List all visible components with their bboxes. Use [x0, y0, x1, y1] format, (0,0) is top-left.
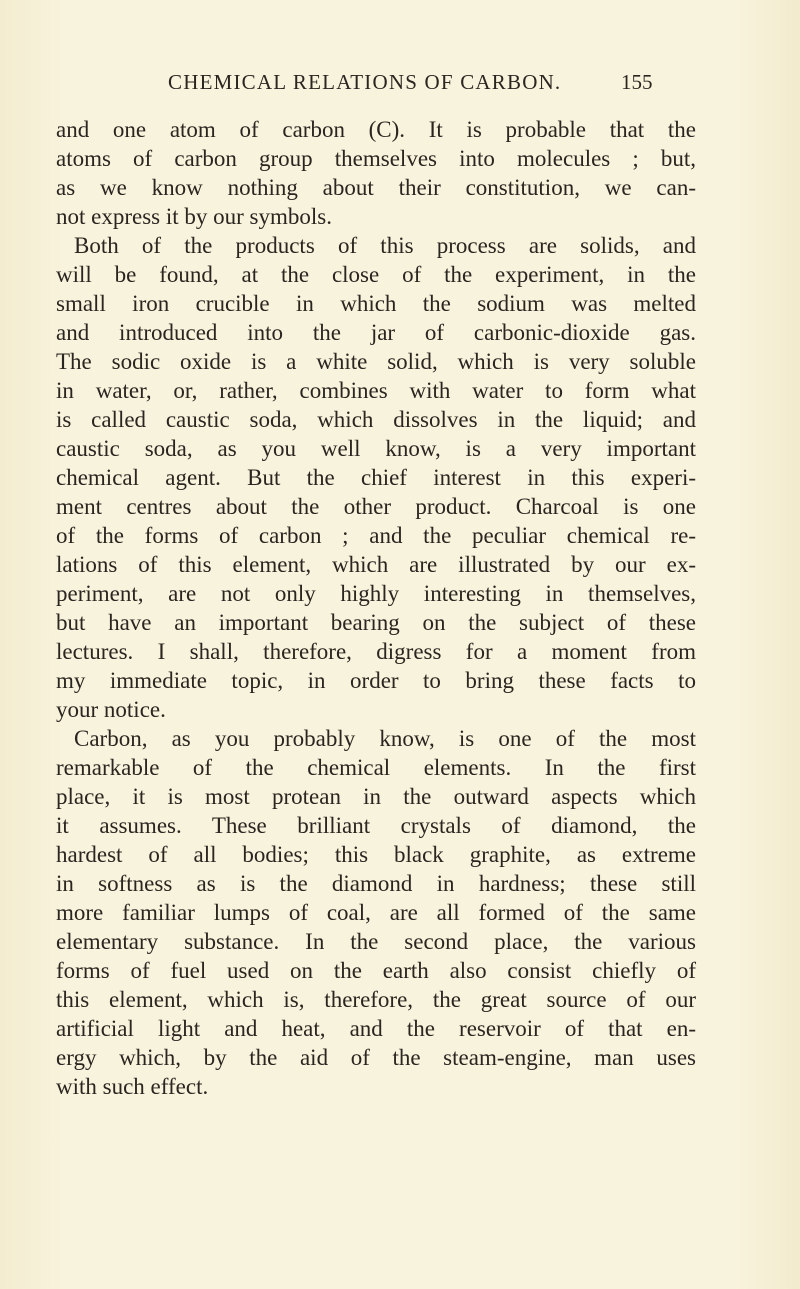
text-line: my immediate topic, in order to bring these facts to: [56, 668, 696, 693]
text-line: lations of this element, which are illustrated by our ex-: [56, 552, 696, 577]
running-header: [0, 70, 800, 100]
text-line: it assumes. These brilliant crystals of diamond, the: [56, 813, 696, 838]
text-line: is called caustic soda, which dissolves in the liquid; and: [56, 407, 696, 432]
text-line: artificial light and heat, and the reservoir of that en-: [56, 1016, 696, 1041]
text-line: and one atom of carbon (C). It is probable that the: [56, 117, 696, 142]
text-line: forms of fuel used on the earth also consist chiefly of: [56, 958, 696, 983]
page-number: 155: [621, 70, 653, 94]
text-line: The sodic oxide is a white solid, which is very soluble: [56, 349, 696, 374]
text-line: this element, which is, therefore, the great source of our: [56, 987, 696, 1012]
text-line: chemical agent. But the chief interest in this experi-: [56, 465, 696, 490]
text-line: your notice.: [56, 697, 166, 722]
text-line: in softness as is the diamond in hardness; these still: [56, 871, 696, 896]
running-title: CHEMICAL RELATIONS OF CARBON.: [168, 70, 562, 94]
text-line: small iron crucible in which the sodium was melted: [56, 291, 696, 316]
text-line: remarkable of the chemical elements. In the first: [56, 755, 696, 780]
text-line: ment centres about the other product. Charcoal is one: [56, 494, 696, 519]
text-line: place, it is most protean in the outward aspects which: [56, 784, 696, 809]
text-line: lectures. I shall, therefore, digress for a moment from: [56, 639, 696, 664]
text-line: more familiar lumps of coal, are all formed of the same: [56, 900, 696, 925]
text-line: caustic soda, as you well know, is a very important: [56, 436, 696, 461]
text-line: in water, or, rather, combines with water to form what: [56, 378, 696, 403]
text-line: as we know nothing about their constitution, we can-: [56, 175, 696, 200]
text-line: of the forms of carbon ; and the peculiar chemical re-: [56, 523, 696, 548]
text-line: hardest of all bodies; this black graphite, as extreme: [56, 842, 696, 867]
body-text: [56, 115, 696, 1101]
text-line: will be found, at the close of the experiment, in the: [56, 262, 696, 287]
text-line: with such effect.: [56, 1074, 209, 1099]
paragraph-start-line: Both of the products of this process are solids, and: [74, 233, 696, 258]
text-line: elementary substance. In the second place, the various: [56, 929, 696, 954]
text-line: ergy which, by the aid of the steam-engine, man uses: [56, 1045, 696, 1070]
text-line: not express it by our symbols.: [56, 204, 332, 229]
text-line: periment, are not only highly interesting in themselves,: [56, 581, 696, 606]
text-line: and introduced into the jar of carbonic-dioxide gas.: [56, 320, 696, 345]
text-line: atoms of carbon group themselves into molecules ; but,: [56, 146, 696, 171]
paragraph-start-line: Carbon, as you probably know, is one of the most: [74, 726, 696, 751]
text-line: but have an important bearing on the subject of these: [56, 610, 696, 635]
